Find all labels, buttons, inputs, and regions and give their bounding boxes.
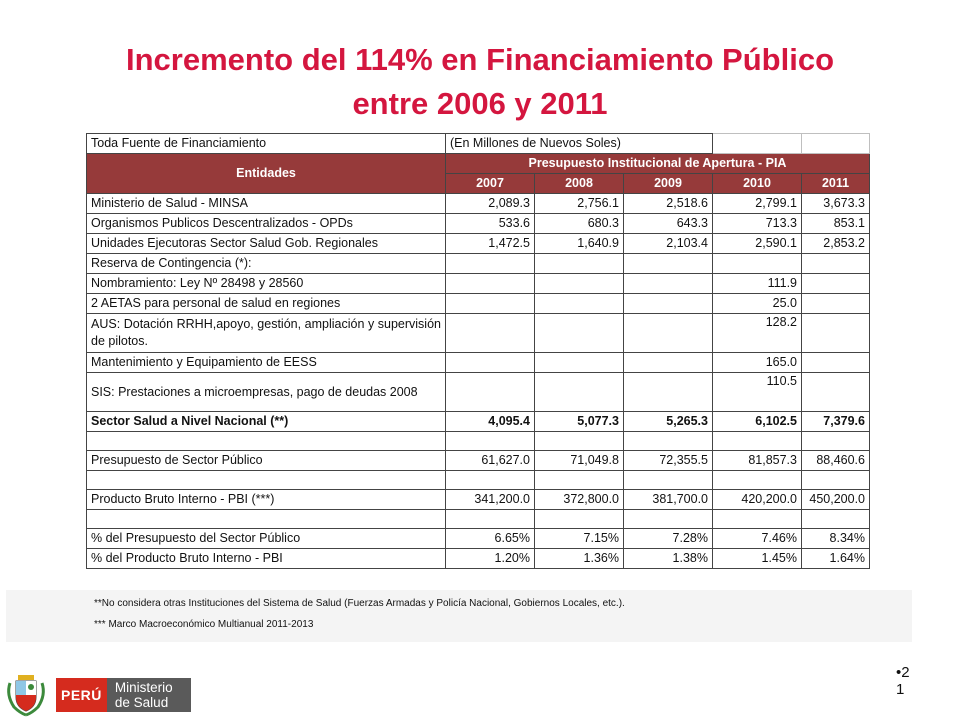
row-value xyxy=(624,471,713,490)
peru-label: PERÚ xyxy=(56,678,107,712)
row-value: 450,200.0 xyxy=(802,490,870,510)
funding-source-label: Toda Fuente de Financiamiento xyxy=(87,134,446,154)
row-value xyxy=(535,471,624,490)
entities-header: Entidades xyxy=(87,154,446,194)
row-label: Ministerio de Salud - MINSA xyxy=(87,194,446,214)
row-value: 713.3 xyxy=(713,214,802,234)
row-value xyxy=(624,294,713,314)
row-value: 2,103.4 xyxy=(624,234,713,254)
row-value xyxy=(713,254,802,274)
row-value: 680.3 xyxy=(535,214,624,234)
row-label: Sector Salud a Nivel Nacional (**) xyxy=(87,412,446,432)
budget-table xyxy=(86,133,870,569)
row-value: 1,472.5 xyxy=(446,234,535,254)
row-label: Nombramiento: Ley Nº 28498 y 28560 xyxy=(87,274,446,294)
row-value: 111.9 xyxy=(713,274,802,294)
row-value xyxy=(535,510,624,529)
row-value: 7,379.6 xyxy=(802,412,870,432)
row-value: 381,700.0 xyxy=(624,490,713,510)
row-label: Organismos Publicos Descentralizados - OPDs xyxy=(87,214,446,234)
row-value: 1.20% xyxy=(446,549,535,569)
row-value: 1,640.9 xyxy=(535,234,624,254)
row-value xyxy=(535,274,624,294)
table-row xyxy=(87,373,870,412)
table-row-spacer xyxy=(87,432,870,451)
row-value: 372,800.0 xyxy=(535,490,624,510)
row-value: 643.3 xyxy=(624,214,713,234)
row-value xyxy=(713,432,802,451)
row-value xyxy=(446,274,535,294)
ministry-logo xyxy=(4,672,191,718)
coat-of-arms-icon xyxy=(4,673,48,717)
row-value xyxy=(446,471,535,490)
row-label: SIS: Prestaciones a microempresas, pago de deudas 2008 xyxy=(87,373,446,412)
page-number-line-1: •2 xyxy=(896,664,910,681)
row-label xyxy=(87,432,446,451)
row-value: 2,089.3 xyxy=(446,194,535,214)
page-number xyxy=(896,664,910,698)
table-row xyxy=(87,234,870,254)
row-value xyxy=(535,353,624,373)
row-value xyxy=(713,471,802,490)
row-value: 110.5 xyxy=(713,373,802,412)
row-value xyxy=(802,314,870,353)
row-value: 81,857.3 xyxy=(713,451,802,471)
row-value xyxy=(446,294,535,314)
row-value: 128.2 xyxy=(713,314,802,353)
row-label: % del Producto Bruto Interno - PBI xyxy=(87,549,446,569)
row-value: 4,095.4 xyxy=(446,412,535,432)
row-value xyxy=(535,254,624,274)
table-row xyxy=(87,194,870,214)
row-value: 1.45% xyxy=(713,549,802,569)
row-value: 71,049.8 xyxy=(535,451,624,471)
row-value: 2,756.1 xyxy=(535,194,624,214)
row-value: 853.1 xyxy=(802,214,870,234)
row-value xyxy=(802,373,870,412)
row-value: 2,518.6 xyxy=(624,194,713,214)
row-value: 420,200.0 xyxy=(713,490,802,510)
row-value: 341,200.0 xyxy=(446,490,535,510)
row-value: 2,853.2 xyxy=(802,234,870,254)
row-value: 2,799.1 xyxy=(713,194,802,214)
row-value: 6,102.5 xyxy=(713,412,802,432)
table-row xyxy=(87,549,870,569)
table-row xyxy=(87,412,870,432)
year-header: 2011 xyxy=(802,174,870,194)
table-row xyxy=(87,490,870,510)
row-value xyxy=(624,510,713,529)
row-label: Reserva de Contingencia (*): xyxy=(87,254,446,274)
row-value: 72,355.5 xyxy=(624,451,713,471)
year-header: 2008 xyxy=(535,174,624,194)
footnote-1: **No considera otras Instituciones del Sistema de Salud (Fuerzas Armadas y Policía Nacional, Gobiernos Locales, etc.). xyxy=(94,598,625,609)
row-value xyxy=(624,432,713,451)
table-row xyxy=(87,294,870,314)
row-value xyxy=(802,254,870,274)
row-value: 88,460.6 xyxy=(802,451,870,471)
row-label: 2 AETAS para personal de salud en regiones xyxy=(87,294,446,314)
row-label: Producto Bruto Interno - PBI (***) xyxy=(87,490,446,510)
row-value xyxy=(713,510,802,529)
year-header: 2007 xyxy=(446,174,535,194)
row-value xyxy=(535,373,624,412)
table-row-spacer xyxy=(87,510,870,529)
row-value xyxy=(535,314,624,353)
row-value: 165.0 xyxy=(713,353,802,373)
row-value: 3,673.3 xyxy=(802,194,870,214)
units-label: (En Millones de Nuevos Soles) xyxy=(446,134,713,154)
row-value xyxy=(535,432,624,451)
row-value: 1.38% xyxy=(624,549,713,569)
row-value xyxy=(802,294,870,314)
row-value xyxy=(802,353,870,373)
row-value: 533.6 xyxy=(446,214,535,234)
row-value xyxy=(624,274,713,294)
table-row xyxy=(87,529,870,549)
table-caption-row xyxy=(87,134,870,154)
year-header: 2009 xyxy=(624,174,713,194)
ministry-line-2: de Salud xyxy=(114,695,169,710)
year-header: 2010 xyxy=(713,174,802,194)
slide-title xyxy=(0,38,960,126)
row-value: 5,265.3 xyxy=(624,412,713,432)
row-label: Presupuesto de Sector Público xyxy=(87,451,446,471)
row-value xyxy=(446,373,535,412)
title-line-1: Incremento del 114% en Financiamiento Público xyxy=(125,42,835,77)
footnotes-panel xyxy=(6,590,912,642)
row-value: 25.0 xyxy=(713,294,802,314)
row-value xyxy=(446,432,535,451)
page-number-line-2: 1 xyxy=(896,681,905,698)
row-value xyxy=(446,254,535,274)
row-value xyxy=(446,510,535,529)
row-value: 2,590.1 xyxy=(713,234,802,254)
row-value xyxy=(446,353,535,373)
row-value xyxy=(802,510,870,529)
footnote-2: *** Marco Macroeconómico Multianual 2011-2013 xyxy=(94,619,314,630)
row-value: 5,077.3 xyxy=(535,412,624,432)
table-row xyxy=(87,254,870,274)
row-value xyxy=(446,314,535,353)
row-value: 7.15% xyxy=(535,529,624,549)
row-label: AUS: Dotación RRHH,apoyo, gestión, ampliación y supervisión de pilotos. xyxy=(87,314,446,353)
header-row-1 xyxy=(87,154,870,174)
row-label: % del Presupuesto del Sector Público xyxy=(87,529,446,549)
table-row xyxy=(87,274,870,294)
row-value: 6.65% xyxy=(446,529,535,549)
row-value: 7.46% xyxy=(713,529,802,549)
row-value: 61,627.0 xyxy=(446,451,535,471)
row-value xyxy=(624,254,713,274)
table-row xyxy=(87,451,870,471)
row-value: 1.64% xyxy=(802,549,870,569)
row-label: Unidades Ejecutoras Sector Salud Gob. Regionales xyxy=(87,234,446,254)
row-label xyxy=(87,471,446,490)
row-value xyxy=(624,314,713,353)
row-value: 1.36% xyxy=(535,549,624,569)
row-label xyxy=(87,510,446,529)
row-value xyxy=(802,274,870,294)
ministry-line-1: Ministerio xyxy=(114,680,173,695)
row-value xyxy=(535,294,624,314)
table-row-spacer xyxy=(87,471,870,490)
table-row xyxy=(87,353,870,373)
row-label: Mantenimiento y Equipamiento de EESS xyxy=(87,353,446,373)
table-row xyxy=(87,214,870,234)
pia-header: Presupuesto Institucional de Apertura - PIA xyxy=(446,154,870,174)
title-line-2: entre 2006 y 2011 xyxy=(352,86,608,121)
table-row xyxy=(87,314,870,353)
row-value xyxy=(802,471,870,490)
row-value xyxy=(624,373,713,412)
row-value xyxy=(624,353,713,373)
row-value: 7.28% xyxy=(624,529,713,549)
row-value xyxy=(802,432,870,451)
ministry-label xyxy=(107,678,191,712)
row-value: 8.34% xyxy=(802,529,870,549)
